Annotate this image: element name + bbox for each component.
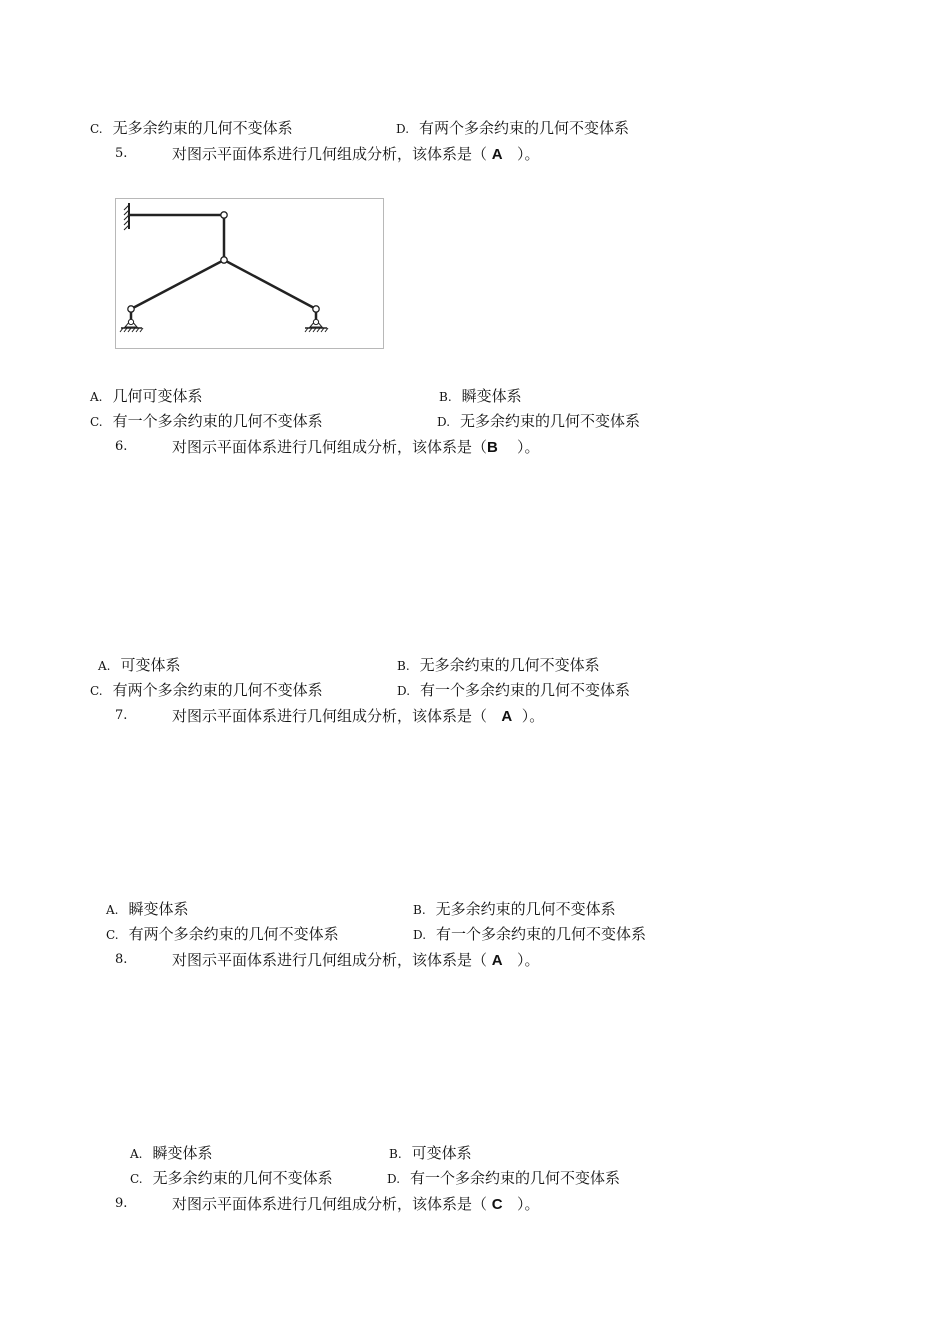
option-text: 几何可变体系 bbox=[112, 387, 203, 405]
option-c bbox=[90, 680, 323, 701]
option-d bbox=[387, 1168, 620, 1189]
option-text: 有两个多余约束的几何不变体系 bbox=[419, 119, 630, 137]
option-letter: C. bbox=[130, 1172, 143, 1186]
hinge-top bbox=[221, 212, 227, 218]
option-letter: A. bbox=[106, 903, 119, 917]
question-suffix: ）。 bbox=[516, 1195, 540, 1213]
question-suffix: ）。 bbox=[516, 438, 540, 456]
option-text: 无多余约束的几何不变体系 bbox=[112, 119, 293, 137]
left-diagonal-bar bbox=[131, 260, 224, 309]
question-suffix: ）。 bbox=[521, 707, 545, 725]
option-letter: B. bbox=[397, 659, 410, 673]
option-b bbox=[389, 1143, 472, 1164]
option-d bbox=[437, 411, 640, 432]
option-letter: C. bbox=[90, 122, 103, 136]
option-text: 有一个多余约束的几何不变体系 bbox=[436, 925, 647, 943]
question-text bbox=[172, 706, 544, 727]
answer: C bbox=[491, 1196, 503, 1213]
question-text bbox=[172, 1194, 539, 1215]
option-letter: A. bbox=[98, 659, 111, 673]
option-text: 有两个多余约束的几何不变体系 bbox=[112, 681, 323, 699]
option-letter: C. bbox=[90, 684, 103, 698]
question-prefix: 对图示平面体系进行几何组成分析，该体系是（ bbox=[172, 951, 488, 969]
question-number: 8. bbox=[115, 952, 128, 967]
option-letter: D. bbox=[396, 122, 410, 136]
fixed-support bbox=[124, 203, 129, 230]
answer: A bbox=[501, 708, 513, 725]
hinge-middle bbox=[221, 257, 227, 263]
question-prefix: 对图示平面体系进行几何组成分析，该体系是（ bbox=[172, 1195, 488, 1213]
option-a bbox=[90, 386, 203, 407]
option-a bbox=[130, 1143, 213, 1164]
option-text: 有两个多余约束的几何不变体系 bbox=[128, 925, 339, 943]
option-c bbox=[90, 411, 323, 432]
option-text: 有一个多余约束的几何不变体系 bbox=[410, 1169, 621, 1187]
question-text bbox=[172, 950, 539, 971]
option-letter: D. bbox=[413, 928, 427, 942]
option-text: 可变体系 bbox=[120, 656, 181, 674]
option-a bbox=[106, 899, 189, 920]
answer: B bbox=[487, 439, 498, 456]
option-d bbox=[396, 118, 629, 139]
option-b bbox=[439, 386, 522, 407]
question-prefix: 对图示平面体系进行几何组成分析，该体系是（ bbox=[172, 438, 488, 456]
option-d bbox=[413, 924, 646, 945]
right-diagonal-bar bbox=[224, 260, 316, 309]
right-pin-support bbox=[305, 319, 328, 332]
option-a bbox=[98, 655, 181, 676]
hinge-right bbox=[313, 306, 319, 312]
option-letter: A. bbox=[90, 390, 103, 404]
option-b bbox=[397, 655, 600, 676]
option-d bbox=[397, 680, 630, 701]
option-c bbox=[90, 118, 293, 139]
option-text: 瞬变体系 bbox=[461, 387, 522, 405]
option-text: 无多余约束的几何不变体系 bbox=[152, 1169, 333, 1187]
members bbox=[129, 215, 316, 323]
structure-diagram-svg bbox=[116, 199, 385, 350]
option-text: 无多余约束的几何不变体系 bbox=[419, 656, 600, 674]
question-text bbox=[172, 144, 539, 165]
option-text: 瞬变体系 bbox=[128, 900, 189, 918]
question-suffix: ）。 bbox=[516, 951, 540, 969]
option-letter: B. bbox=[439, 390, 452, 404]
question-number: 6. bbox=[115, 439, 128, 454]
option-letter: D. bbox=[387, 1172, 401, 1186]
question-prefix: 对图示平面体系进行几何组成分析，该体系是（ bbox=[172, 145, 488, 163]
question-suffix: ）。 bbox=[516, 145, 540, 163]
option-text: 无多余约束的几何不变体系 bbox=[460, 412, 641, 430]
option-letter: D. bbox=[397, 684, 411, 698]
option-text: 有一个多余约束的几何不变体系 bbox=[420, 681, 631, 699]
option-b bbox=[413, 899, 616, 920]
option-text: 有一个多余约束的几何不变体系 bbox=[112, 412, 323, 430]
structure-diagram bbox=[115, 198, 384, 349]
option-c bbox=[106, 924, 339, 945]
option-letter: C. bbox=[90, 415, 103, 429]
option-c bbox=[130, 1168, 333, 1189]
left-pin-support bbox=[120, 319, 143, 332]
question-text bbox=[172, 437, 539, 458]
question-prefix: 对图示平面体系进行几何组成分析，该体系是（ bbox=[172, 707, 488, 725]
option-text: 瞬变体系 bbox=[152, 1144, 213, 1162]
answer: A bbox=[491, 952, 503, 969]
option-letter: B. bbox=[413, 903, 426, 917]
option-letter: B. bbox=[389, 1147, 402, 1161]
option-letter: C. bbox=[106, 928, 119, 942]
question-number: 7. bbox=[115, 708, 128, 723]
option-letter: D. bbox=[437, 415, 451, 429]
hinge-left bbox=[128, 306, 134, 312]
question-number: 9. bbox=[115, 1196, 128, 1211]
option-text: 可变体系 bbox=[411, 1144, 472, 1162]
answer: A bbox=[491, 146, 503, 163]
option-letter: A. bbox=[130, 1147, 143, 1161]
option-text: 无多余约束的几何不变体系 bbox=[435, 900, 616, 918]
question-number: 5. bbox=[115, 146, 128, 161]
